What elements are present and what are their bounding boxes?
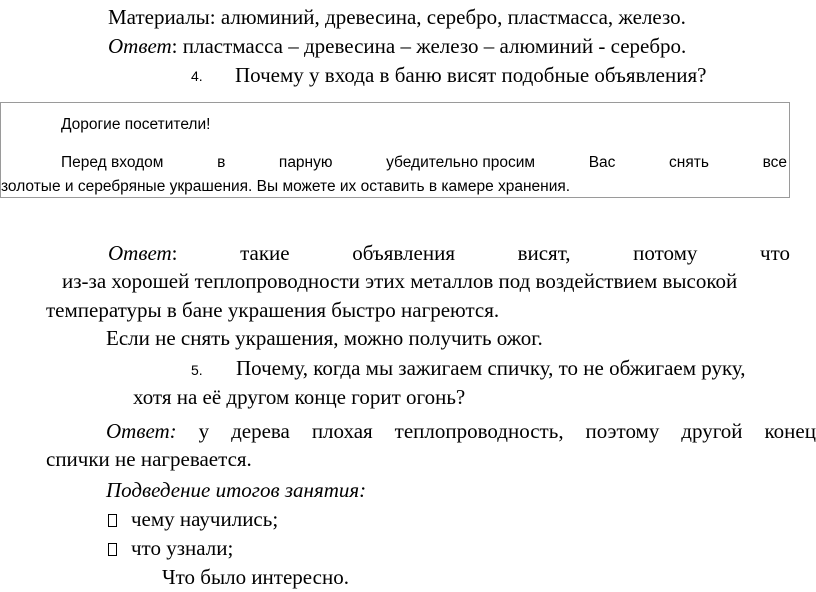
answer-3-line-2: спички не нагревается. bbox=[46, 447, 252, 471]
answer-3-word: теплопроводность, bbox=[394, 419, 564, 443]
notice-greeting: Дорогие посетители! bbox=[61, 116, 211, 133]
checkbox-bullet-icon bbox=[108, 514, 117, 527]
materials-line: Материалы: алюминий, древесина, серебро, пластмасса, железо. bbox=[108, 5, 686, 29]
answer-2-line-1 bbox=[108, 240, 790, 266]
answer-3-line-1 bbox=[106, 418, 816, 444]
answer-1-text: : пластмасса – древесина – железо – алюминий - серебро. bbox=[171, 34, 687, 58]
summary-last: Что было интересно. bbox=[162, 565, 349, 589]
answer-3-word: плохая bbox=[311, 419, 373, 443]
summary-item bbox=[108, 506, 278, 532]
answer-3-word: дерева bbox=[231, 419, 290, 443]
answer-2-line-4: Если не снять украшения, можно получить ожог. bbox=[106, 326, 543, 350]
notice-word: убедительно просим bbox=[386, 154, 536, 171]
notice-word: все bbox=[762, 154, 787, 171]
question-5-line-1: Почему, когда мы зажигаем спичку, то не обжигаем руку, bbox=[236, 356, 746, 380]
notice-box bbox=[0, 102, 790, 198]
checkbox-bullet-icon bbox=[108, 543, 117, 556]
summary-item bbox=[108, 535, 233, 561]
summary-item-text: что узнали; bbox=[131, 536, 234, 560]
question-5-line-2: хотя на её другом конце горит огонь? bbox=[133, 385, 466, 409]
answer-2-line-2: из-за хорошей теплопроводности этих металлов под воздействием высокой bbox=[62, 269, 738, 293]
summary-heading: Подведение итогов занятия: bbox=[106, 478, 367, 502]
notice-line-3: золотые и серебряные украшения. Вы можете их оставить в камере хранения. bbox=[1, 178, 571, 195]
answer-2-word: что bbox=[760, 241, 790, 265]
notice-word: Перед входом bbox=[61, 154, 164, 171]
question-4-text: Почему у входа в баню висят подобные объявления? bbox=[235, 63, 707, 87]
answer-3-word: другой bbox=[681, 419, 743, 443]
answer-1-label: Ответ bbox=[108, 34, 172, 58]
answer-2-word: потому bbox=[633, 241, 698, 265]
answer-2-word: : bbox=[171, 241, 178, 265]
question-4-number: 4. bbox=[191, 68, 203, 84]
answer-2-word: висят, bbox=[517, 241, 571, 265]
notice-word: в bbox=[217, 154, 226, 171]
notice-word: парную bbox=[278, 154, 333, 171]
answer-3-label: Ответ: bbox=[106, 419, 177, 443]
question-5-number: 5. bbox=[191, 362, 203, 378]
summary-item-text: чему научились; bbox=[131, 507, 279, 531]
answer-2-word: объявления bbox=[352, 241, 455, 265]
answer-2-line-3: температуры в бане украшения быстро нагреются. bbox=[46, 298, 500, 322]
answer-2-word: такие bbox=[240, 241, 290, 265]
answer-2-label: Ответ bbox=[108, 241, 172, 265]
notice-word: Вас bbox=[588, 154, 616, 171]
answer-3-word: поэтому bbox=[585, 419, 660, 443]
answer-3-word: конец bbox=[764, 419, 816, 443]
answer-1 bbox=[108, 33, 686, 59]
answer-3-word: у bbox=[198, 419, 210, 443]
notice-line-2 bbox=[61, 153, 787, 173]
notice-word: снять bbox=[669, 154, 709, 171]
